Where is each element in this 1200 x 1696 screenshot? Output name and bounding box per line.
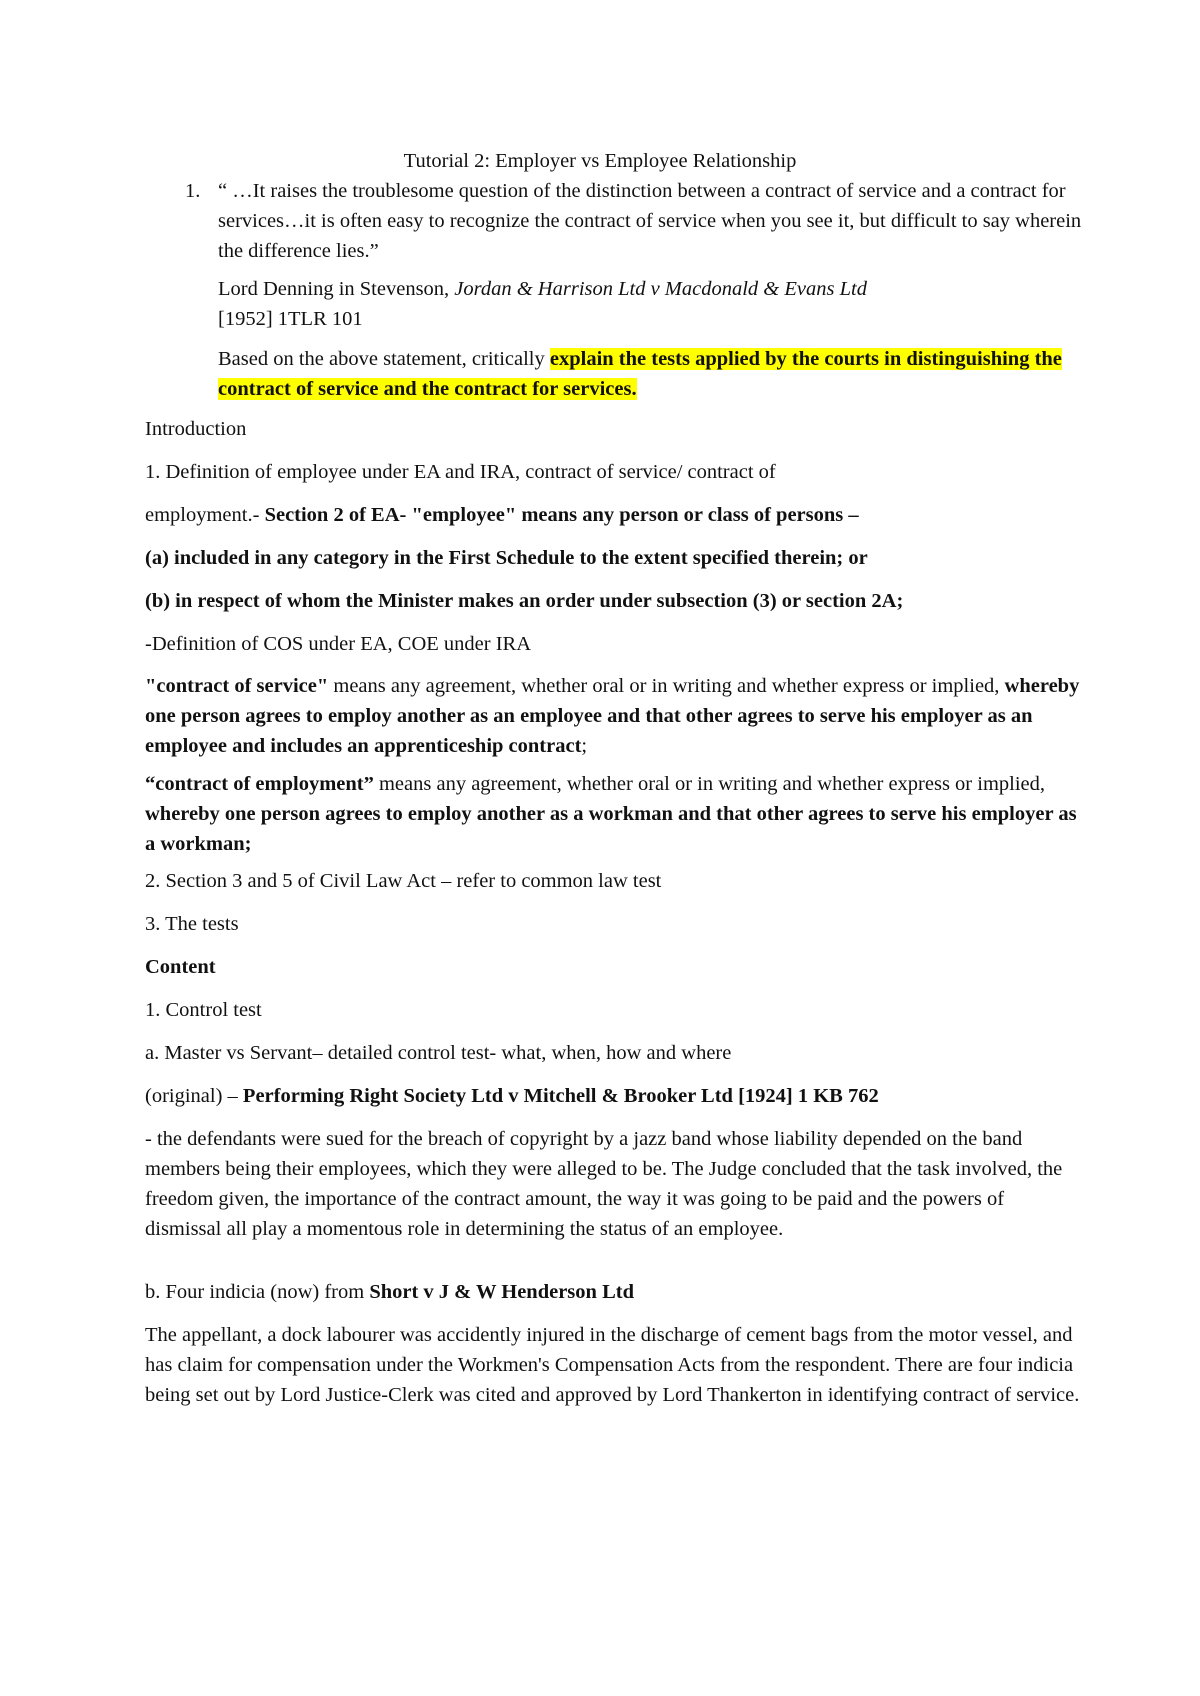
cos-line: -Definition of COS under EA, COE under IRA [145, 633, 532, 655]
cos-bold: whereby one person agrees to employ another as an employee and that other agrees to serve his employer as an employee and includes an apprenticeship contract [145, 675, 1080, 757]
original-case-line [145, 1081, 1085, 1111]
original-prefix: (original) – [145, 1085, 243, 1107]
item-b: (b) in respect of whom the Minister makes an order under subsection (3) or section 2A; [145, 590, 904, 612]
item-a: (a) included in any category in the First Schedule to the extent specified therein; or [145, 547, 868, 569]
master-servant-line: a. Master vs Servant– detailed control test- what, when, how and where [145, 1042, 732, 1064]
b-prefix: b. Four indicia (now) from [145, 1281, 370, 1303]
coe-definition [145, 769, 1085, 859]
original-case: Performing Right Society Ltd v Mitchell & Brooker Ltd [1924] 1 KB 762 [242, 1085, 879, 1107]
coe-term: “contract of employment” [145, 773, 374, 795]
citation-case: Jordan & Harrison Ltd v Macdonald & Evans Ltd [454, 278, 867, 300]
cos-definition [145, 671, 1085, 761]
cos-end: ; [581, 735, 588, 757]
task-highlight: explain the tests applied by the courts in distinguishing the contract of service and the contract for services. [218, 348, 1062, 400]
paragraph-2: The appellant, a dock labourer was accidently injured in the discharge of cement bags from the motor vessel, and has claim for compensation under the Workmen's Compensation Acts from the respondent. There are four indicia being set out by Lord Justice-Clerk was cited and approved by Lord Thankerton in identifying contract of service. [145, 1324, 1080, 1406]
content-heading: Content [145, 956, 216, 978]
intro-heading: Introduction [145, 418, 247, 440]
intro-item-1: 1. Definition of employee under EA and IRA, contract of service/ contract of [145, 461, 776, 483]
question-task [218, 344, 1098, 404]
question-quote: “ …It raises the troublesome question of the distinction between a contract of service and a contract for services…it is often easy to recognize the contract of service when you see it, but difficult to say wherein the difference lies.” [218, 180, 1082, 262]
intro-item-3: 3. The tests [145, 913, 239, 935]
four-indicia-line [145, 1277, 1085, 1307]
citation [218, 274, 1098, 334]
task-prefix: Based on the above statement, critically [218, 348, 550, 370]
citation-ref: [1952] 1TLR 101 [218, 308, 363, 330]
coe-bold: whereby one person agrees to employ another as a workman and that other agrees to serve his employer as a workman; [145, 803, 1077, 855]
control-test: 1. Control test [145, 999, 262, 1021]
citation-prefix: Lord Denning in Stevenson, [218, 278, 455, 300]
employment-prefix: employment.- [145, 504, 265, 526]
employment-bold: Section 2 of EA- "employee" means any person or class of persons – [264, 504, 859, 526]
question-number: 1. [185, 180, 201, 202]
cos-term: "contract of service" [145, 675, 329, 697]
paragraph-1: - the defendants were sued for the breach of copyright by a jazz band whose liability depended on the band members being their employees, which they were alleged to be. The Judge concluded that the task involved, the freedom given, the importance of the contract amount, the way it was going to be paid and the powers of dismissal all play a momentous role in determining the status of an employee. [145, 1128, 1063, 1240]
coe-mid: means any agreement, whether oral or in writing and whether express or implied, [373, 773, 1046, 795]
b-case: Short v J & W Henderson Ltd [369, 1281, 634, 1303]
intro-item-2: 2. Section 3 and 5 of Civil Law Act – refer to common law test [145, 870, 662, 892]
cos-mid: means any agreement, whether oral or in writing and whether express or implied, [328, 675, 1005, 697]
page-title: Tutorial 2: Employer vs Employee Relationship [403, 150, 797, 172]
employment-definition [145, 500, 1085, 530]
